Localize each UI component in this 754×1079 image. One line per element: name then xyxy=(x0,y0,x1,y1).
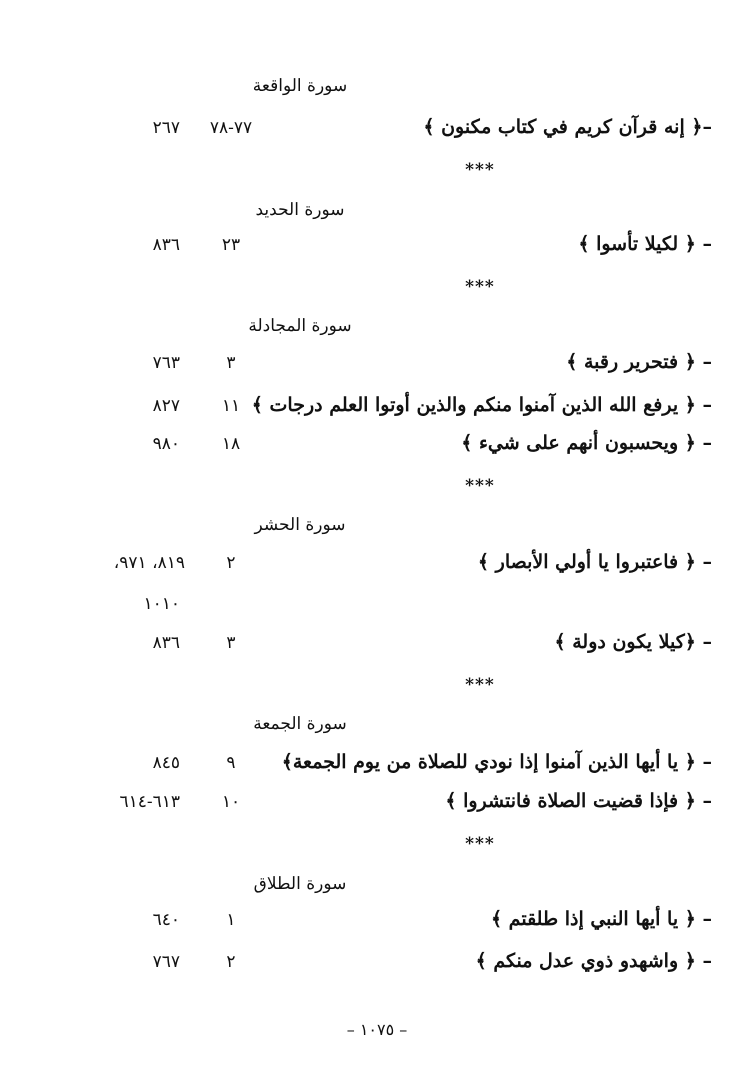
section-separator: *** xyxy=(465,834,495,854)
verse-text: – ﴿ فتحرير رقبة ﴾ xyxy=(566,351,712,373)
page-reference: ٨٣٦ xyxy=(152,633,180,653)
page-reference-continued: ١٠١٠ xyxy=(143,594,180,614)
page-reference: ٨٤٥ xyxy=(152,753,180,773)
ayah-number: ٢ xyxy=(226,553,236,573)
ayah-number: ٧٧-٧٨ xyxy=(209,118,253,138)
verse-text: – ﴿ ويحسبون أنهم على شيء ﴾ xyxy=(461,432,712,454)
verse-text: – ﴿ لكيلا تأسوا ﴾ xyxy=(578,233,712,255)
verse-text: –﴿ إنه قرآن كريم في كتاب مكنون ﴾ xyxy=(423,116,712,138)
surah-heading: سورة الحشر xyxy=(254,515,346,535)
page-reference: ٨٢٧ xyxy=(152,396,180,416)
page-reference: ٨٣٦ xyxy=(152,235,180,255)
surah-heading: سورة الحديد xyxy=(255,200,345,220)
ayah-number: ٢ xyxy=(226,952,236,972)
section-separator: *** xyxy=(465,160,495,180)
ayah-number: ٢٣ xyxy=(221,235,241,255)
verse-text: – ﴿ يرفع الله الذين آمنوا منكم والذين أوتوا العلم درجات ﴾ xyxy=(251,394,712,416)
verse-text: – ﴿ واشهدو ذوي عدل منكم ﴾ xyxy=(475,950,712,972)
surah-heading: سورة الواقعة xyxy=(252,76,348,96)
verse-text: – ﴿ فإذا قضيت الصلاة فانتشروا ﴾ xyxy=(445,790,712,812)
page-reference: ٧٦٣ xyxy=(152,353,180,373)
page-reference: ٧٦٧ xyxy=(152,952,180,972)
page-reference: ٦١٣-٦١٤ xyxy=(119,792,180,812)
verse-text: – ﴿ يا أيها الذين آمنوا إذا نودي للصلاة من يوم الجمعة﴾ xyxy=(281,751,712,773)
section-separator: *** xyxy=(465,675,495,695)
section-separator: *** xyxy=(465,277,495,297)
surah-heading: سورة الطلاق xyxy=(253,874,347,894)
page-reference: ٢٦٧ xyxy=(152,118,180,138)
verse-text: – ﴿كيلا يكون دولة ﴾ xyxy=(554,631,712,653)
section-separator: *** xyxy=(465,476,495,496)
ayah-number: ١ xyxy=(226,910,236,930)
page-number: – ١٠٧٥ – xyxy=(346,1020,408,1039)
page-reference: ٩٨٠ xyxy=(152,434,180,454)
page-reference: ٨١٩، ٩٧١، xyxy=(113,553,185,573)
ayah-number: ١٨ xyxy=(221,434,241,454)
verse-text: – ﴿ يا أيها النبي إذا طلقتم ﴾ xyxy=(490,908,712,930)
ayah-number: ٣ xyxy=(226,353,236,373)
ayah-number: ٩ xyxy=(226,753,236,773)
surah-heading: سورة المجادلة xyxy=(248,316,352,336)
ayah-number: ٣ xyxy=(226,633,236,653)
page-reference: ٦٤٠ xyxy=(152,910,180,930)
ayah-number: ١١ xyxy=(221,396,241,416)
verse-text: – ﴿ فاعتبروا يا أولي الأبصار ﴾ xyxy=(477,551,712,573)
ayah-number: ١٠ xyxy=(221,792,241,812)
surah-heading: سورة الجمعة xyxy=(253,714,347,734)
